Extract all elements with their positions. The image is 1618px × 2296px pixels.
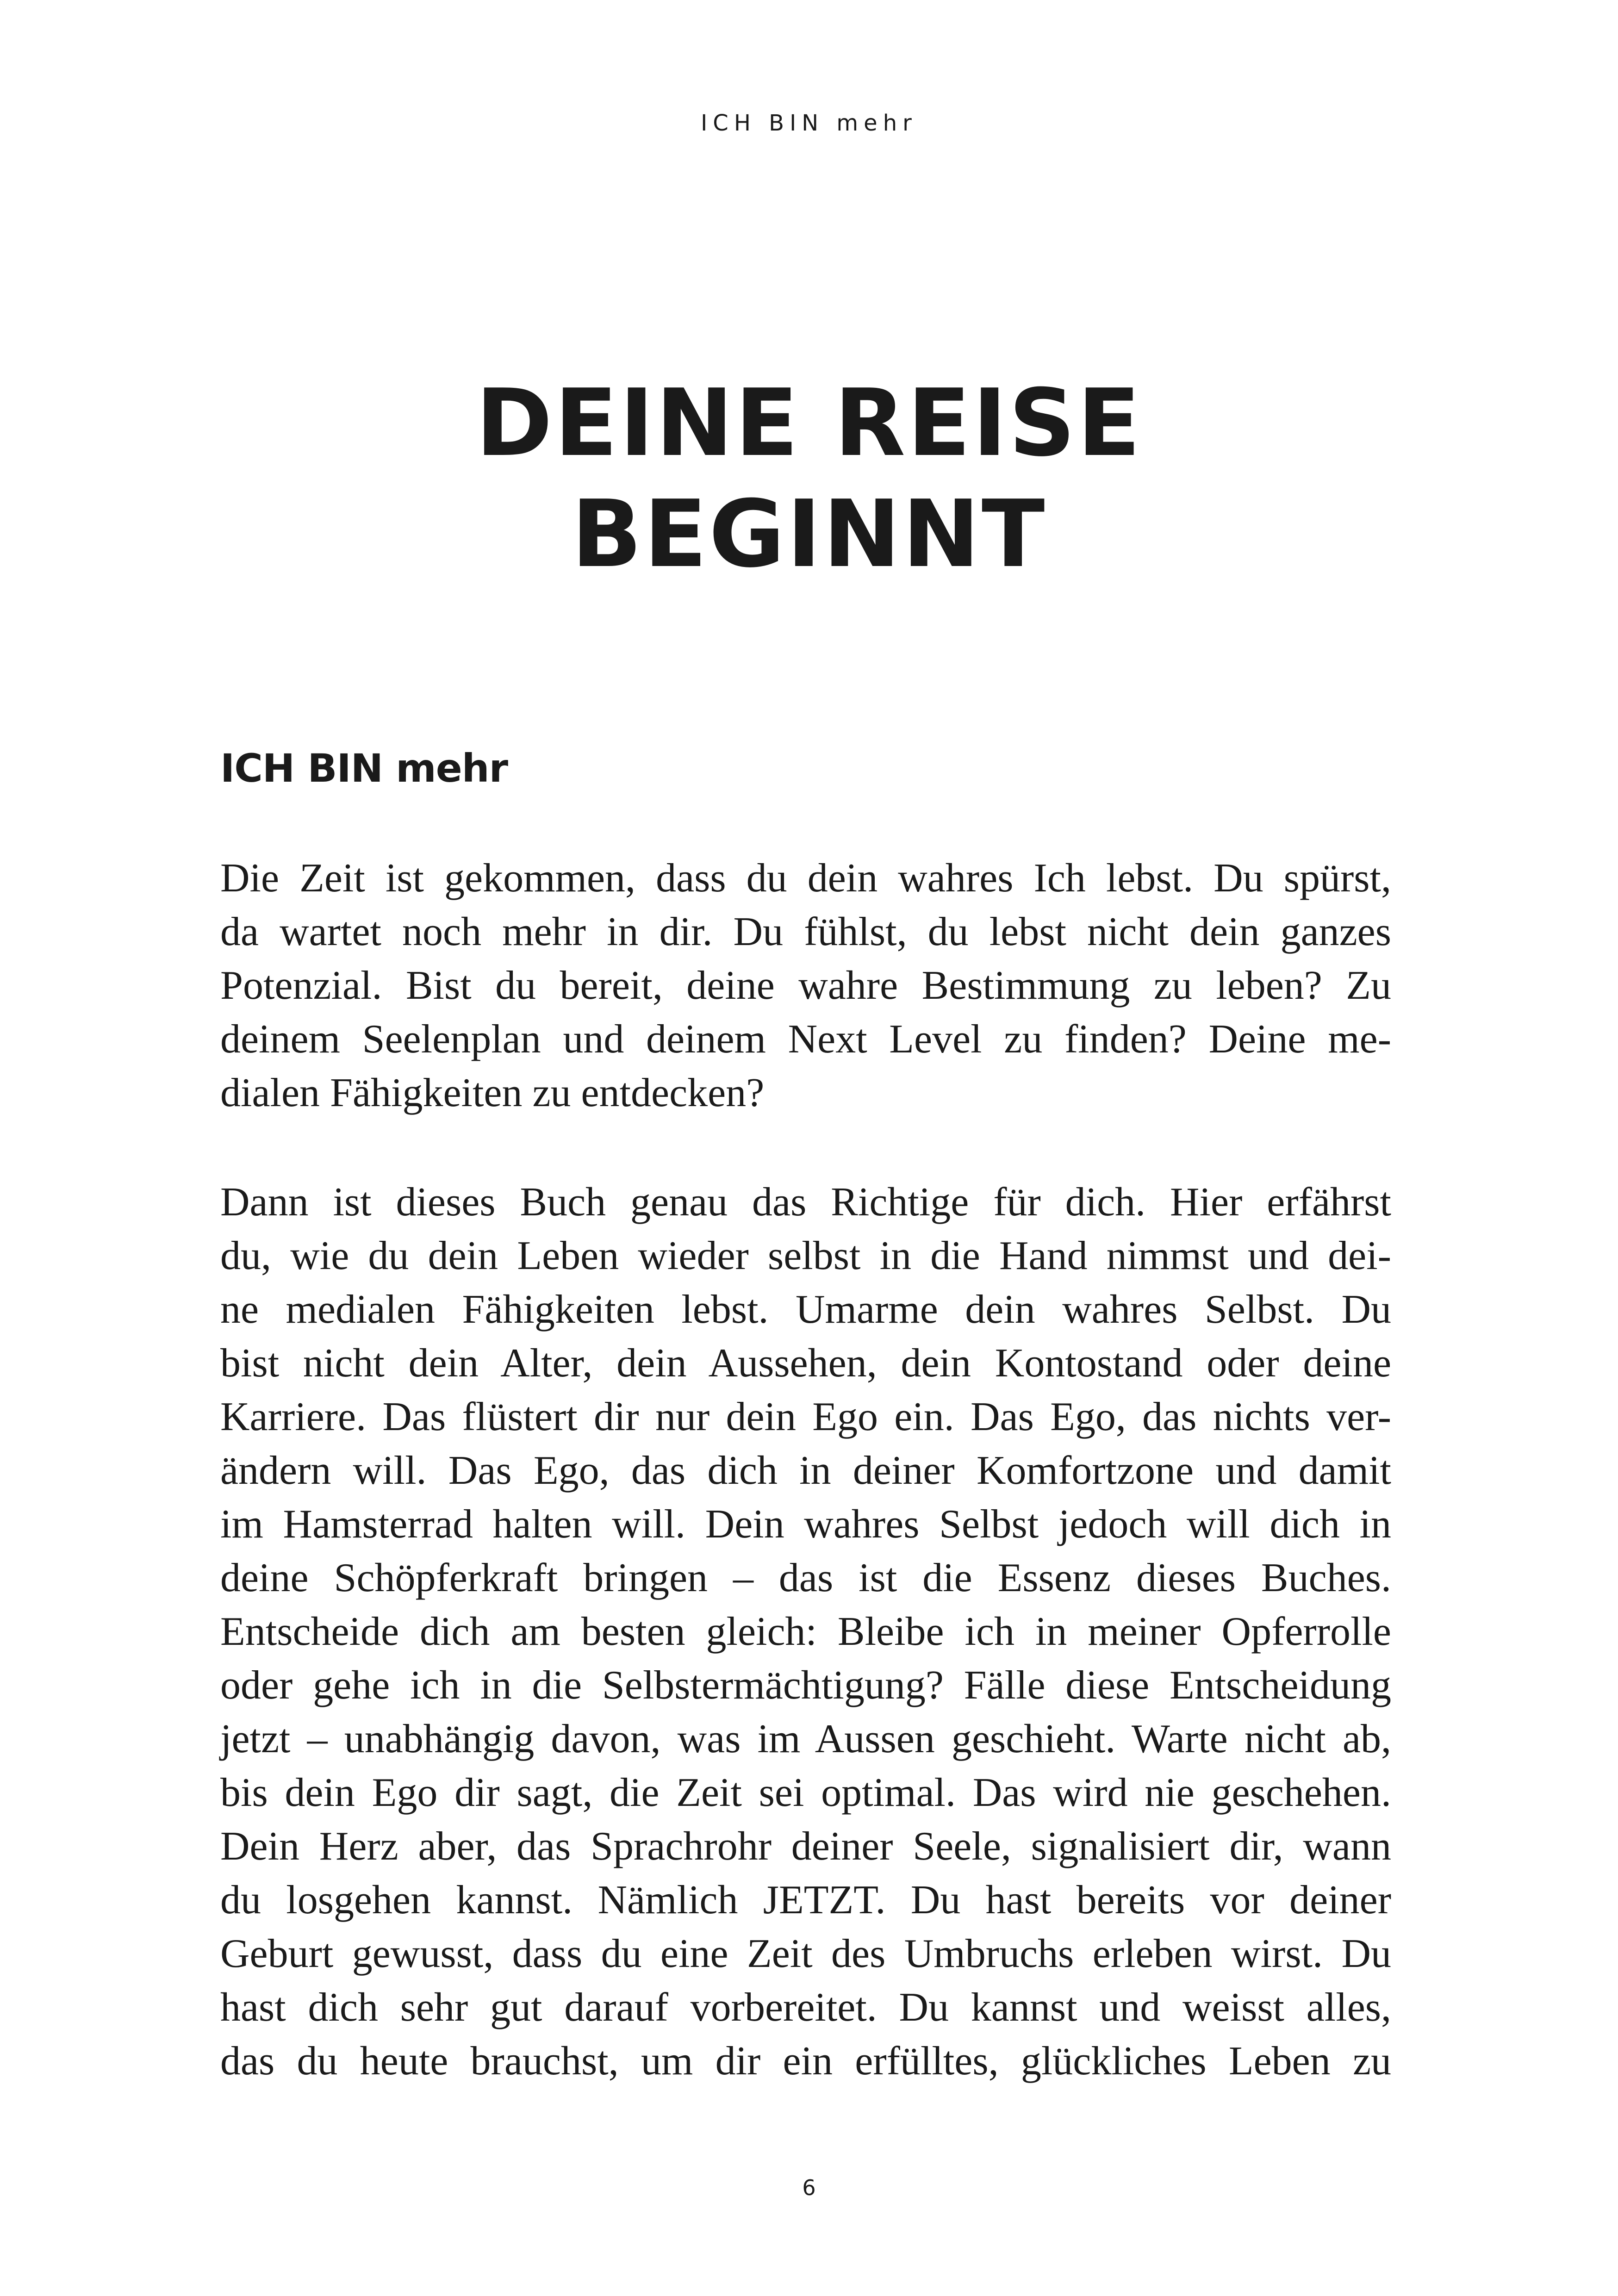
text-line: du losgehen kannst. Nämlich JETZT. Du hast bereits vor deiner: [220, 1878, 1391, 1923]
chapter-title-line-1: DEINE REISE: [475, 369, 1143, 477]
text-line: Entscheide dich am besten gleich: Bleibe ich in meiner Opferrolle: [220, 1609, 1391, 1654]
page-number: 6: [802, 2175, 816, 2200]
text-line: hast dich sehr gut darauf vorbereitet. Du kannst und weisst alles,: [220, 1985, 1391, 2030]
paragraph-2: [220, 1176, 1391, 2088]
text-line: deine Schöpferkraft bringen – das ist die Essenz dieses Buches.: [220, 1556, 1391, 1600]
text-line: Dann ist dieses Buch genau das Richtige für dich. Hier erfährst: [220, 1180, 1391, 1225]
section-heading: ICH BIN mehr: [220, 746, 508, 791]
chapter-title: [0, 368, 1618, 590]
text-line: im Hamsterrad halten will. Dein wahres Selbst jedoch will dich in: [220, 1502, 1391, 1547]
text-line: ändern will. Das Ego, das dich in deiner Komfortzone und damit: [220, 1448, 1391, 1493]
text-line: oder gehe ich in die Selbstermächtigung? Fälle diese Entscheidung: [220, 1663, 1391, 1708]
text-line: Geburt gewusst, dass du eine Zeit des Umbruchs erleben wirst. Du: [220, 1931, 1391, 1976]
text-line: da wartet noch mehr in dir. Du fühlst, du lebst nicht dein ganzes: [220, 909, 1391, 954]
text-line: deinem Seelenplan und deinem Next Level zu finden? Deine me-: [220, 1017, 1391, 1062]
text-line: jetzt – unabhängig davon, was im Aussen geschieht. Warte nicht ab,: [220, 1717, 1391, 1761]
text-line: Potenzial. Bist du bereit, deine wahre Bestimmung zu leben? Zu: [220, 963, 1391, 1008]
text-line: ne medialen Fähigkeiten lebst. Umarme dein wahres Selbst. Du: [220, 1287, 1391, 1332]
running-head: ICH BIN mehr: [701, 110, 917, 136]
text-line: Die Zeit ist gekommen, dass du dein wahres Ich lebst. Du spürst,: [220, 856, 1391, 901]
text-line: Dein Herz aber, das Sprachrohr deiner Seele, signalisiert dir, wann: [220, 1824, 1391, 1869]
chapter-title-line-2: BEGINNT: [571, 480, 1047, 588]
paragraph-1: [220, 852, 1391, 1120]
text-line: du, wie du dein Leben wieder selbst in die Hand nimmst und dei-: [220, 1233, 1391, 1278]
text-line: bis dein Ego dir sagt, die Zeit sei optimal. Das wird nie geschehen.: [220, 1770, 1391, 1815]
text-line: dialen Fähigkeiten zu entdecken?: [220, 1070, 765, 1115]
text-line: bist nicht dein Alter, dein Aussehen, dein Kontostand oder deine: [220, 1341, 1391, 1386]
text-line: Karriere. Das flüstert dir nur dein Ego ein. Das Ego, das nichts ver-: [220, 1394, 1391, 1439]
text-line: das du heute brauchst, um dir ein erfülltes, glückliches Leben zu: [220, 2039, 1391, 2084]
